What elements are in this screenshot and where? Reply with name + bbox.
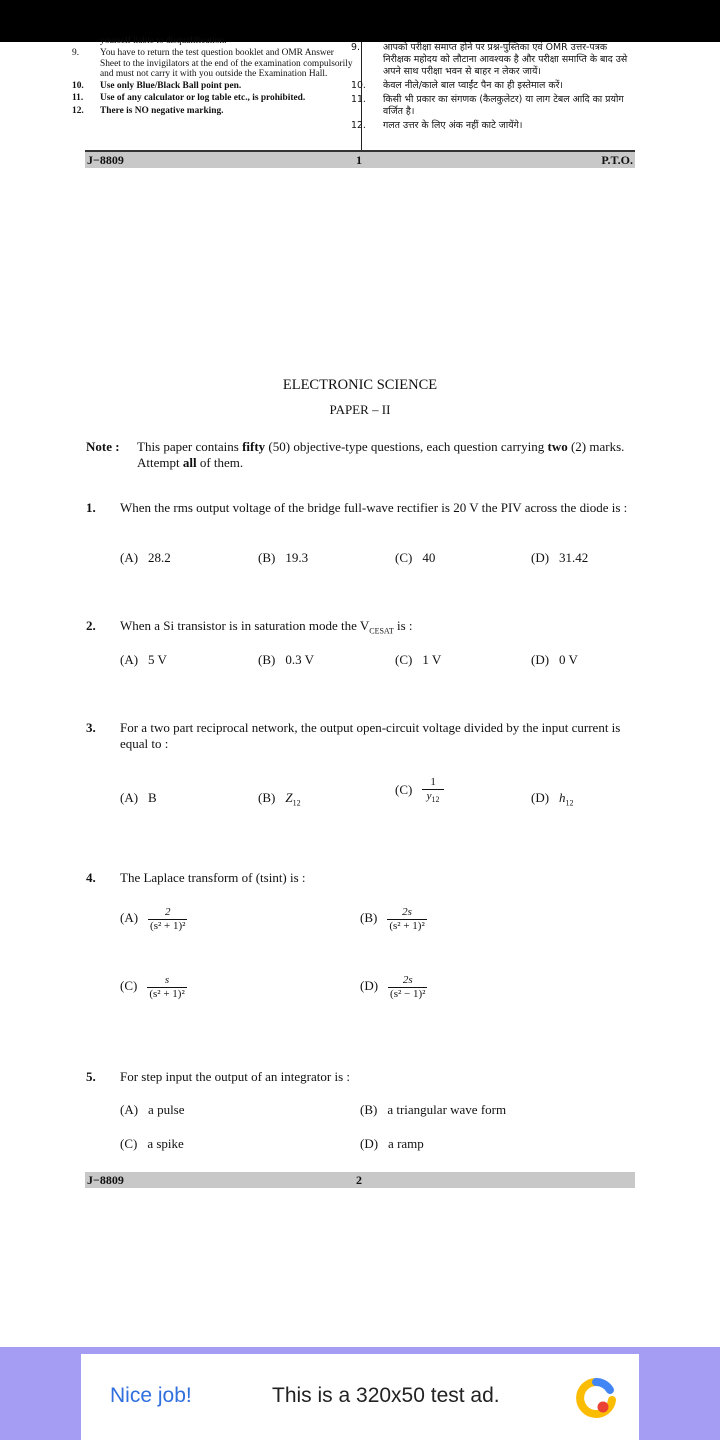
q4-option-b[interactable]: (B) $\frac{2s}{\text{(s² + 1)²}}$ — [360, 906, 425, 932]
q2-option-c[interactable]: (C) 1 V — [395, 652, 442, 667]
ad-text[interactable]: This is a 320x50 test ad. — [272, 1384, 500, 1407]
hindi-instruction-9: 9. आपको परीक्षा समाप्त होने पर प्रश्न-पुस्तिका एवं OMR उत्तर-पत्रक निरीक्षक महोदय को लौटाना आवश्यक है और परीक्षा समाप्ति के बाद उसे अपने साथ परीक्षा भवन से बाहर न लेकर जायें। — [351, 42, 628, 77]
instruction-11: 11. Use of any calculator or log table etc., is prohibited. — [72, 93, 306, 104]
paper-code: J−8809 — [87, 153, 124, 167]
page-number: 2 — [356, 1173, 362, 1187]
q3-option-c[interactable]: (C) $\frac{1}{y_{12}}$ — [395, 776, 444, 806]
hindi-instructions — [351, 42, 637, 134]
question-text: The Laplace transform of (tsint) is : — [120, 870, 306, 885]
fraction: $\frac{2}{\text{(s² + 1)²}}$ — [150, 906, 186, 932]
question-number: 5. — [86, 1069, 96, 1084]
paper-code: J−8809 — [87, 1173, 124, 1187]
fraction: $\frac{1}{y_{12}}$ — [422, 776, 444, 806]
q5-option-d[interactable]: (D) a ramp — [360, 1136, 424, 1151]
instruction-10: 10. Use only Blue/Black Ball point pen. — [72, 81, 242, 92]
q2-option-b[interactable]: (B) 0.3 V — [258, 652, 314, 667]
question-text: For step input the output of an integrator is : — [120, 1069, 350, 1084]
hindi-instruction-10: 10. केवल नीले/काले बाल प्वाईंट पैन का ही इस्तेमाल करें। — [351, 80, 563, 91]
test-ad[interactable] — [81, 1354, 639, 1440]
q3-option-d[interactable]: (D) $h_{12}$ — [531, 790, 574, 808]
question-number: 1. — [86, 500, 96, 515]
q5-option-c[interactable]: (C) a spike — [120, 1136, 184, 1151]
instruction-9: 9. You have to return the test question booklet and OMR Answer Sheet to the invigilators at the end of the examination compulsorily and must not carry it with you outside the Examination Hall. — [72, 48, 353, 79]
question-number: 3. — [86, 720, 96, 735]
english-instructions — [72, 36, 356, 118]
note-text: This paper contains fifty (50) objective-type questions, each question carrying two (2) marks. Attempt all of them. — [137, 439, 625, 470]
q1-option-c[interactable]: (C) 40 — [395, 550, 436, 565]
page-footer-1 — [85, 150, 635, 168]
paper-title: PAPER – II — [329, 402, 391, 417]
q4-option-c[interactable]: (C) $\frac{s}{\text{(s² + 1)²}}$ — [120, 974, 185, 1000]
question-text: For a two part reciprocal network, the output open-circuit voltage divided by the input current is equal to : — [120, 720, 621, 751]
subject-title: ELECTRONIC SCIENCE — [282, 377, 438, 393]
previous-page-bottom — [0, 36, 720, 182]
hindi-instruction-11: 11. किसी भी प्रकार का संगणक (कैलकुलेटर) या लाग टेबल आदि का प्रयोग वर्जित है। — [351, 94, 624, 117]
ad-nice-job[interactable]: Nice job! — [110, 1384, 192, 1407]
page-number: 1 — [356, 153, 362, 167]
question-number: 2. — [86, 618, 96, 633]
instruction-0: yourself liable to disqualification. — [100, 36, 227, 46]
q5-option-a[interactable]: (A) a pulse — [120, 1102, 185, 1117]
q3-option-a[interactable]: (A) B — [120, 790, 157, 805]
fraction: $\frac{2s}{\text{(s² + 1)²}}$ — [389, 906, 425, 932]
hindi-instruction-12: 12. गलत उत्तर के लिए अंक नहीं काटे जायेंगे। — [351, 120, 523, 131]
q4-option-d[interactable]: (D) $\frac{2s}{\text{(s² − 1)²}}$ — [360, 974, 426, 1000]
q2-option-a[interactable]: (A) 5 V — [120, 652, 167, 667]
q1-option-b[interactable]: (B) 19.3 — [258, 550, 309, 565]
ad-banner-area — [0, 1347, 720, 1440]
q1-option-d[interactable]: (D) 31.42 — [531, 550, 589, 565]
fraction: $\frac{2s}{\text{(s² − 1)²}}$ — [390, 974, 426, 1000]
google-ads-icon[interactable] — [574, 1376, 618, 1420]
exam-page-2 — [0, 182, 720, 1347]
q5-option-b[interactable]: (B) a triangular wave form — [360, 1102, 507, 1117]
instruction-12: 12. There is NO negative marking. — [72, 105, 224, 116]
q2-option-d[interactable]: (D) 0 V — [531, 652, 578, 667]
q3-option-b[interactable]: (B) $Z_{12}$ — [258, 790, 301, 808]
q1-option-a[interactable]: (A) 28.2 — [120, 550, 171, 565]
question-text: When a Si transistor is in saturation mode the $V_{CESAT}$ is : — [120, 618, 413, 636]
question-text: When the rms output voltage of the bridge full-wave rectifier is 20 V the PIV across the diode is : — [120, 500, 628, 515]
note-label: Note : — [86, 439, 120, 454]
pto-label: P.T.O. — [601, 153, 633, 167]
question-number: 4. — [86, 870, 96, 885]
page-footer-2 — [85, 1172, 635, 1188]
q4-option-a[interactable]: (A) $\frac{2}{\text{(s² + 1)²}}$ — [120, 906, 186, 932]
fraction: $\frac{s}{\text{(s² + 1)²}}$ — [149, 974, 185, 1000]
